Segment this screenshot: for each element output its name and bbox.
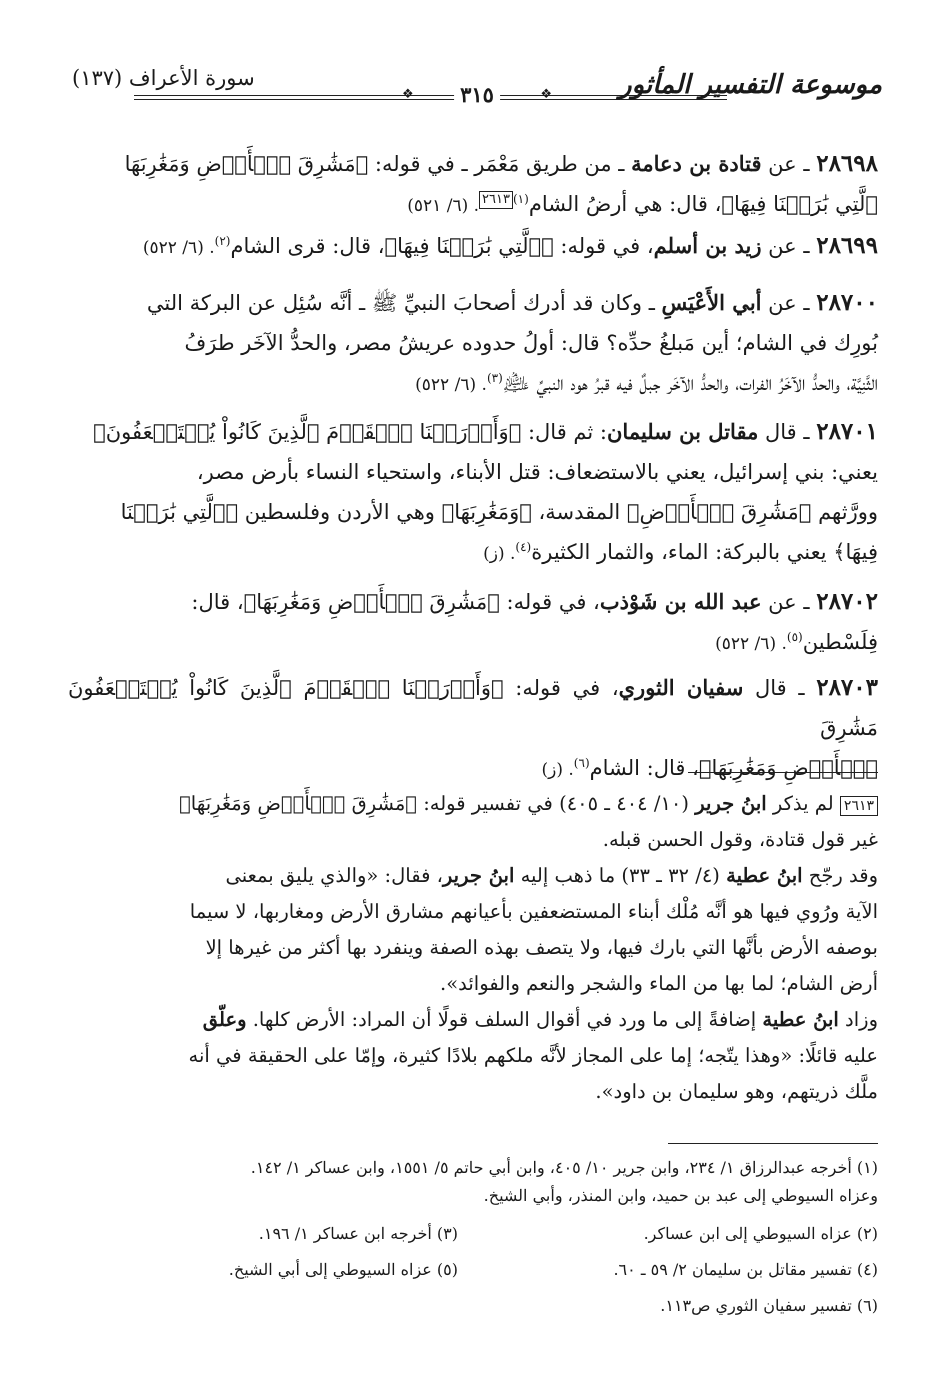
entry-line [68, 144, 878, 184]
entry-text: ، في قوله: ﴿ٱلَّتِي بَٰرَكۡنَا فِيهَا﴾، قال: قرى الشام [230, 234, 654, 258]
narrator-name: أبي الأَعْيَسِ [661, 290, 762, 315]
entry-text: فِيهَا﴾ يعني بالبركة: الماء، والثمار الكثيرة [531, 540, 878, 564]
entry-text: ـ عن [761, 291, 810, 315]
entry-number: ٢٨٧٠٠ [816, 289, 878, 316]
book-title: موسوعة التفسير المأثور [619, 70, 882, 100]
commentary-text: لم يذكر [766, 792, 840, 815]
scholar-name: ابنُ عطية [762, 1008, 839, 1031]
scholar-name: ابنُ جرير [442, 864, 515, 887]
source-ref: . (٦/ ٥٢٢) [715, 634, 787, 654]
footnote-marker[interactable]: (٣) [486, 371, 503, 385]
entry-text: ، في قوله: ﴿مَشَٰرِقَ ٱلۡأَرۡضِ وَمَغَٰرِبَهَا﴾، قال: [191, 590, 600, 614]
entry-line [68, 582, 878, 622]
entry-text: ٱلۡأَرۡضِ وَمَغَٰرِبَهَا﴾، قال: الشام [589, 756, 878, 780]
page-number: ٣١٥ [454, 82, 500, 107]
footnote-4: (٤) تفسير مقاتل بن سليمان ٢/ ٥٩ ـ ٦٠. [613, 1260, 878, 1279]
entry-text: ـ عن [761, 152, 810, 176]
commentary-text: وزاد [838, 1008, 878, 1031]
entry-text: : ثم قال: ﴿وَأَوۡرَثۡنَا ٱلۡقَوۡمَ ٱلَّذِينَ كَانُواْ يُسۡتَضۡعَفُونَ﴾ [93, 420, 607, 444]
narration-entry [68, 582, 878, 664]
narrator-name: زيد بن أسلم [653, 233, 762, 258]
entry-text: وورَّثهم ﴿مَشَٰرِقَ ٱلۡأَرۡضِ﴾ المقدسة، ﴿وَمَغَٰرِبَهَا﴾ وهي الأردن وفلسطين ﴿ٱلَّتِي بَٰرَكۡنَا [120, 500, 878, 524]
scholar-name: ابنُ عطية [726, 864, 803, 887]
entry-text: ـ قال [758, 420, 810, 444]
entry-text: الثَّنِيَّة، والحدُّ الآخَرُ الفرات، والحدُّ الآخَر جبلٌ فيه قبرُ هود النبيِّ ﵇ [502, 371, 878, 395]
entry-text: ـ وكان قد أدرك أصحابَ النبيِّ ﷺ ـ أنَّه سُئِل عن البركة التي [146, 291, 662, 315]
footnote-row [68, 1220, 878, 1250]
footnote-separator [668, 1143, 878, 1144]
entry-text: ـ من طريق مَعْمَر ـ في قوله: ﴿مَشَٰرِقَ ٱلۡأَرۡضِ وَمَغَٰرِبَهَا [124, 152, 632, 176]
commentary-block [68, 786, 878, 1110]
entry-line [68, 184, 878, 226]
footnote-6 [68, 1292, 878, 1320]
commentary-text: عليه قائلًا: «وهذا يتّجه؛ إما على المجاز لأنَّه ملكهم بلادًا كثيرة، وإمّا على الحقيقة في أنه [188, 1044, 878, 1067]
commentary-emphasis: وعلّق [202, 1008, 247, 1031]
narration-entry [68, 283, 878, 405]
commentary-line [68, 786, 878, 822]
entry-text: فِلَسْطين [802, 630, 878, 654]
footnote-text: (١) أخرجه عبدالرزاق ١/ ٢٣٤، وابن جرير ١٠/ ٤٠٥، وابن أبي حاتم ٥/ ١٥٥١، وابن عساكر ١/ ١٤٢. [250, 1158, 878, 1177]
commentary-separator [688, 772, 878, 773]
footnote-1 [68, 1154, 878, 1210]
scholar-name: ابنُ جرير [695, 792, 767, 815]
entry-line [68, 283, 878, 323]
entry-number: ٢٨٧٠٢ [816, 588, 878, 615]
source-ref: . (ز) [541, 760, 574, 780]
footnote-marker[interactable]: (٤) [515, 540, 532, 554]
footnote-3: (٣) أخرجه ابن عساكر ١/ ١٩٦. [258, 1224, 458, 1243]
footnote-marker[interactable]: (٥) [786, 630, 803, 644]
entry-number: ٢٨٦٩٩ [816, 232, 878, 259]
footnote-marker[interactable]: (٢) [214, 234, 231, 248]
footnote-row [68, 1256, 878, 1286]
narration-entry [68, 144, 878, 226]
footnote-2: (٢) عزاه السيوطي إلى ابن عساكر. [643, 1224, 878, 1243]
commentary-number-box: ٢٦١٣ [840, 796, 878, 816]
footnote-5: (٥) عزاه السيوطي إلى أبي الشيخ. [228, 1260, 458, 1279]
ornament-icon: ❖ [540, 87, 552, 102]
entry-text: ٱلَّتِي بَٰرَكۡنَا فِيهَا﴾، قال: هي أرضُ الشام [528, 192, 878, 216]
entry-number: ٢٨٧٠٣ [816, 674, 878, 701]
entry-line [68, 363, 878, 405]
source-ref: . (٦/ ٥٢١) [407, 196, 480, 216]
page-header [72, 62, 882, 106]
commentary-text: وقد رجّح [802, 864, 878, 887]
commentary-text: إضافةً إلى ما ورد في أقوال السلف قولًا أن المراد: الأرض كلها. [246, 1008, 763, 1031]
narrator-name: قتادة بن دعامة [631, 151, 762, 176]
entry-line [68, 748, 878, 790]
commentary-line [68, 858, 878, 894]
entry-text: ـ قال [743, 676, 805, 700]
source-ref: . (ز) [483, 544, 516, 564]
footnote-text: (٦) تفسير سفيان الثوري ص١١٣. [660, 1296, 878, 1315]
commentary-text: الآية ورُوي فيها هو أنَّه مُلْك أبناء المستضعفين بأعيانهم مشارق الأرض ومغاربها، لا سيما [189, 900, 878, 923]
entry-number: ٢٨٦٩٨ [816, 150, 878, 177]
narration-entry [68, 226, 878, 268]
commentary-text: ملَّك ذريتهم، وهو سليمان بن داود». [595, 1080, 878, 1103]
source-ref: . (٦/ ٥٢٢) [142, 238, 215, 258]
footnote-text: وعزاه السيوطي إلى عبد بن حميد، وابن المنذر، وأبي الشيخ. [483, 1186, 878, 1205]
entry-number: ٢٨٧٠١ [816, 418, 878, 445]
entry-text: ـ عن [761, 234, 810, 258]
commentary-text: ، فقال: «والذي يليق بمعنى [225, 864, 443, 887]
entry-text: بُورِك في الشام؛ أين مَبلغُ حدِّه؟ قال: أولُ حدوده عريشُ مصر، والحدُّ الآخَر طرَفُ [184, 331, 878, 355]
ornament-icon: ❖ [402, 87, 414, 102]
commentary-line [68, 1002, 878, 1038]
entry-line [68, 622, 878, 664]
entry-text: يعني: بني إسرائيل، يعني بالاستضعاف: قتل الأبناء، واستحياء النساء بأرض مصر، [196, 460, 878, 484]
entry-text: ، في قوله: ﴿وَأَوۡرَثۡنَا ٱلۡقَوۡمَ ٱلَّذِينَ كَانُواْ يُسۡتَضۡعَفُونَ مَشَٰرِقَ [68, 676, 878, 740]
narrator-name: سفيان الثوري [618, 675, 744, 700]
entry-line [68, 412, 878, 452]
narrator-name: عبد الله بن شَوْذب [599, 589, 762, 614]
narration-entry [68, 412, 878, 574]
commentary-text: (٤/ ٣٢ ـ ٣٣) ما ذهب إليه [514, 864, 727, 887]
commentary-text: (١٠/ ٤٠٤ ـ ٤٠٥) في تفسير قوله: ﴿مَشَٰرِقَ ٱلۡأَرۡضِ وَمَغَٰرِبَهَا﴾ [179, 792, 696, 815]
entry-line [68, 532, 878, 574]
commentary-ref-box[interactable]: ٢٦١٣ [479, 191, 513, 209]
footnote-marker[interactable]: (٦) [573, 756, 590, 770]
entry-text: ـ عن [761, 590, 810, 614]
commentary-text: غير قول قتادة، وقول الحسن قبله. [602, 828, 878, 851]
entry-line [68, 668, 878, 748]
source-ref: . (٦/ ٥٢٢) [415, 375, 487, 395]
footnote-marker[interactable]: (١) [512, 192, 529, 206]
commentary-text: أرض الشام؛ لما بها من الماء والشجر والنعم والفوائد». [440, 972, 878, 995]
narrator-name: مقاتل بن سليمان [607, 419, 759, 444]
surah-label: سورة الأعراف (١٣٧) [72, 66, 255, 90]
commentary-text: بوصفه الأرض بأنَّها التي بارك فيها، ولا يتصف بهذه الصفة وينفرد بها أكثر من غيرها إلا [205, 936, 878, 959]
